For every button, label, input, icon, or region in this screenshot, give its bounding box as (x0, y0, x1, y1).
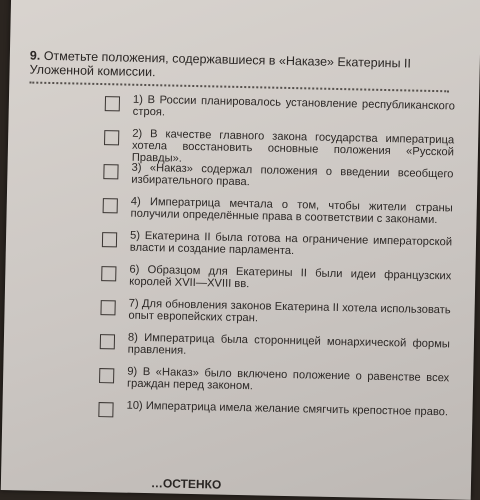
option-text: 7) Для обновления законов Екатерина II хотела использовать опыт европейских стран. (128, 297, 451, 325)
question-number: 9. (29, 48, 41, 63)
option-text: 9) В «Наказ» было включено положение о равенстве всех граждан перед законом. (126, 365, 450, 393)
option-checkbox[interactable] (105, 96, 120, 111)
workbook-page (1, 0, 480, 500)
option-text: 10) Императрица имела желание смягчить крепостное право. (126, 399, 449, 419)
option-checkbox[interactable] (104, 130, 119, 145)
option-text: 1) В России планировалось установление республиканского строя. (132, 93, 456, 119)
option-text: 8) Императрица была сторонницей монархической формы правления. (127, 331, 451, 358)
option-text: 5) Екатерина II была готова на ограничение императорской власти и создание парламента. (129, 229, 453, 258)
option-checkbox[interactable] (99, 368, 114, 383)
option-text: 2) В качестве главного закона государства императрица хотела восстановить основные положения «Русской Правды». (131, 127, 455, 166)
next-section-heading: …ОСТЕНКО (150, 476, 222, 492)
options-list (22, 94, 459, 443)
option-text: 4) Императрица мечтала о том, чтобы жители страны получили определённые права в соответствии с законами. (130, 195, 453, 227)
option-checkbox[interactable] (100, 300, 115, 315)
option-text: 3) «Наказ» содержал положения о введении всеобщего избирательного права. (131, 161, 454, 189)
option-item (22, 399, 453, 442)
question-text: Отметьте положения, содержавшиеся в «Наказе» Екатерины II Уложенной комиссии. (29, 48, 412, 80)
option-checkbox[interactable] (101, 266, 116, 281)
option-checkbox[interactable] (103, 164, 118, 179)
option-checkbox[interactable] (103, 198, 118, 213)
question-heading (29, 49, 449, 86)
option-checkbox[interactable] (98, 402, 113, 417)
option-checkbox[interactable] (102, 232, 117, 247)
option-checkbox[interactable] (100, 334, 115, 349)
option-text: 6) Образцом для Екатерины II были идеи французских королей XVII—XVIII вв. (129, 263, 452, 291)
